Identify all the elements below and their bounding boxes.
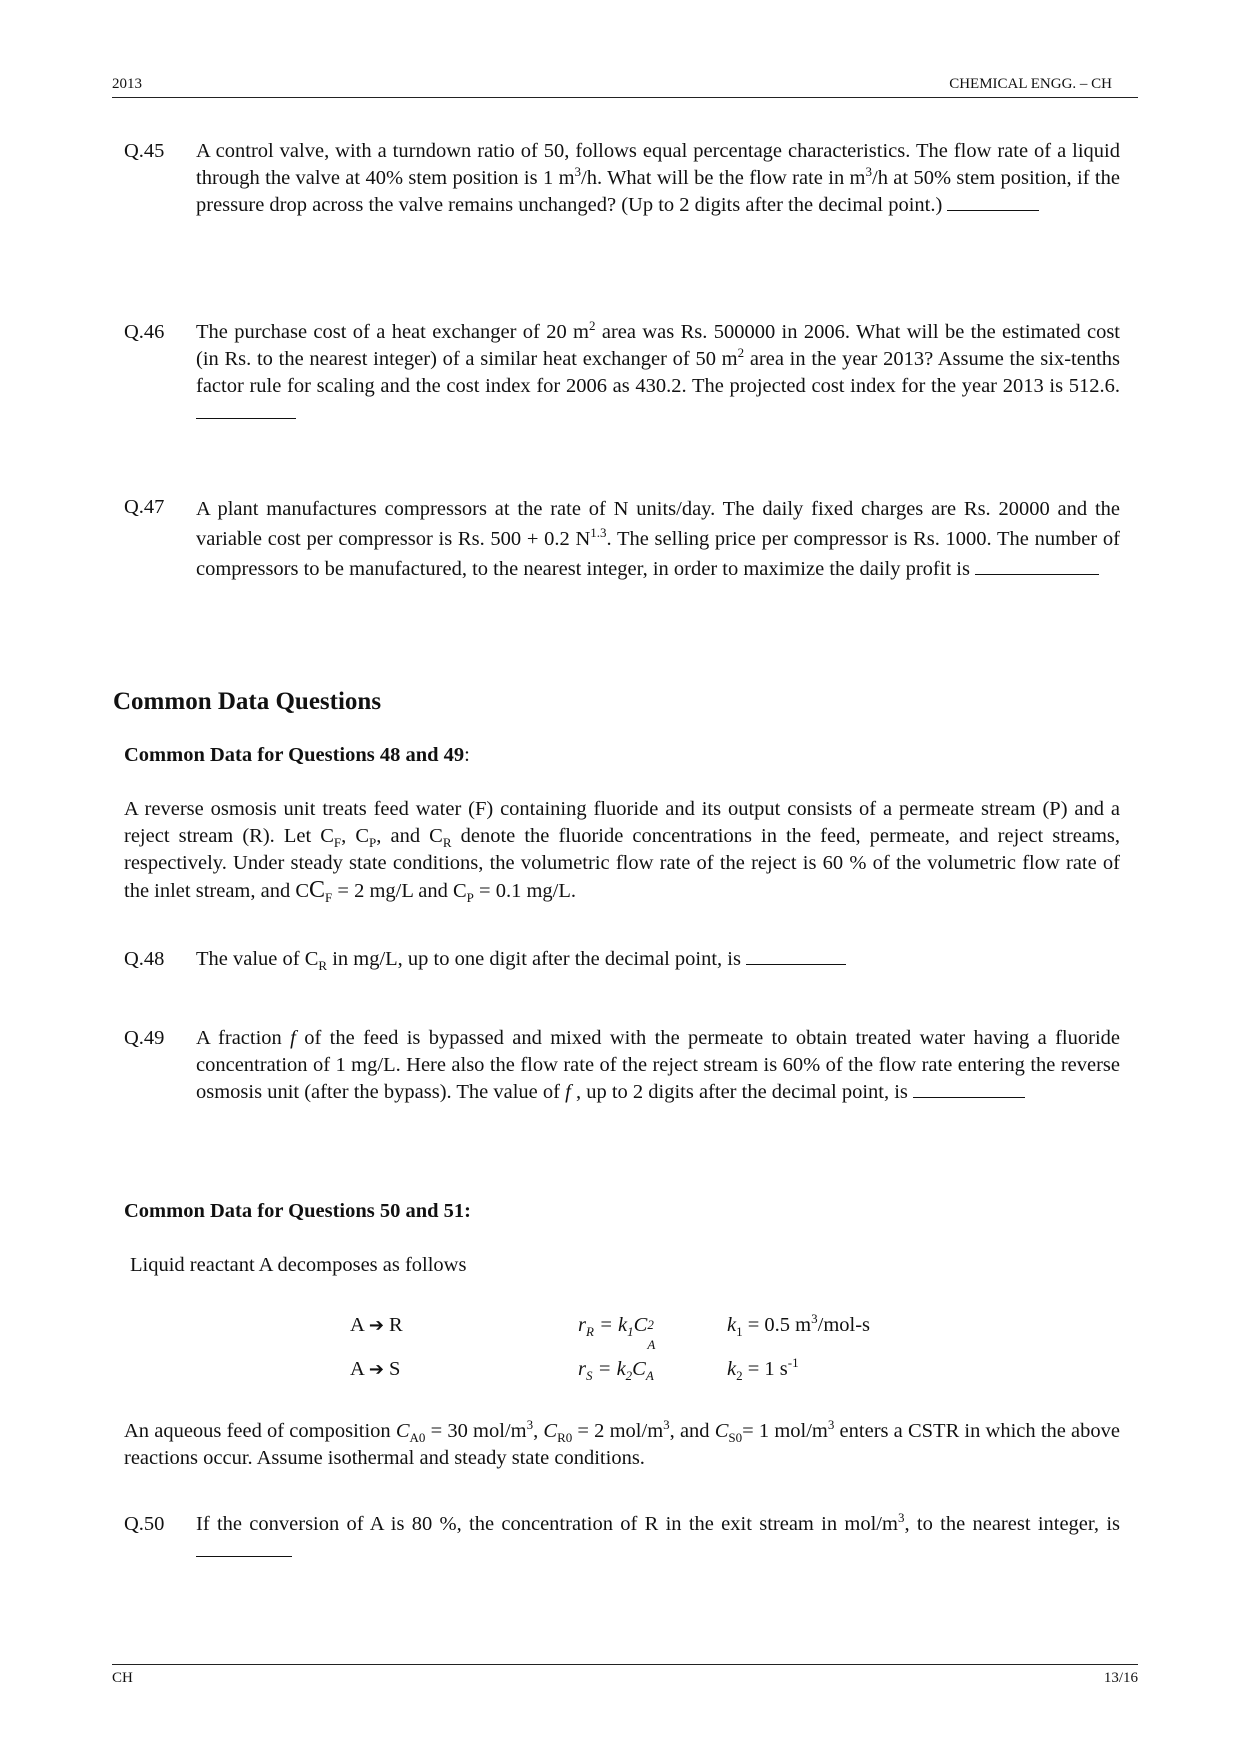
header-rule — [112, 97, 1138, 98]
rate-constant-1: $k_1 = 0.5$ $m^3/mol-s$ — [727, 1311, 871, 1340]
question-number-50: Q.50 — [124, 1513, 165, 1535]
feed-composition-text: An aqueous feed of composition $C_{A0} = 30$ mol/$m^3$, $C_{R0} = 2$ mol/$m^3$, and $C_{S0}= 1$ mol/$m^3$ enters a CSTR in which the above reactions occur. Assume isothermal and steady state conditions. — [124, 1417, 1121, 1469]
rate-law-1: $r_R = k_1C$ 2 A — [578, 1314, 656, 1352]
common-data-intro-50-51: Liquid reactant A decomposes as follows — [130, 1254, 467, 1276]
question-text-46: The purchase cost of a heat exchanger of 20 $m^2$ area was Rs. 500000 in 2006. What will be the estimated cost (in Rs. to the nearest integer) of a similar heat exchanger of 50 $m^2$ area in the year 2013? Assume the six-tenths factor rule for scaling and the cost index for 2006 as 430.2. The projected cost index for the year 2013 is 512.6. — [196, 319, 1120, 427]
question-text-48: The value of $C_R$ in mg/L, up to one digit after the decimal point, is — [196, 946, 1120, 973]
question-number-47: Q.47 — [124, 496, 165, 518]
common-data-heading-50-51: Common Data for Questions 50 and 51: — [124, 1200, 471, 1222]
reaction-2: A ➔ S — [350, 1358, 401, 1380]
section-title: Common Data Questions — [113, 688, 382, 715]
rate-constant-2: $k_2 = 1$ $s^{-1}$ — [727, 1355, 799, 1384]
common-data-text-48-49: A reverse osmosis unit treats feed water (F) containing fluoride and its output consists of a permeate stream (P) and a reject stream (R). Let $C_F$, $C_P$, and $C_R$ denote the fluoride concentrations in the feed, permeate, and reject streams, respectively. Under steady state conditions, the volumetric flow rate of the reject is 60 % of the volumetric flow rate of the inlet stream, and $CC_F = 2$ mg/L and $C_P = 0.1$ mg/L. — [124, 798, 1120, 906]
question-number-49: Q.49 — [124, 1027, 165, 1049]
reaction-1: A ➔ R — [350, 1314, 403, 1336]
footer-page-number: 13/16 — [1103, 1670, 1138, 1686]
question-number-46: Q.46 — [124, 321, 165, 343]
answer-blank-45[interactable] — [947, 192, 1039, 211]
question-text-45: A control valve, with a turndown ratio of 50, follows equal percentage characteristics. The flow rate of a liquid through the valve at 40% stem position is 1 $m^3/h$. What will be the flow rate in $m^3/h$ at 50% stem position, if the pressure drop across the valve remains unchanged? (Up to 2 digits after the decimal point.) — [196, 140, 1120, 216]
question-text-49: A fraction f of the feed is bypassed and mixed with the permeate to obtain treated water having a fluoride concentration of 1 mg/L. Here also the flow rate of the reject stream is 60% of the flow rate entering the reverse osmosis unit (after the bypass). The value of f , up to 2 digits after the decimal point, is — [196, 1027, 1120, 1103]
common-data-heading-48-49: Common Data for Questions 48 and 49: — [124, 744, 470, 766]
footer-rule — [112, 1664, 1138, 1665]
footer-code: CH — [112, 1670, 133, 1686]
answer-blank-47[interactable] — [975, 556, 1099, 575]
answer-blank-50[interactable] — [196, 1538, 292, 1557]
question-number-48: Q.48 — [124, 948, 165, 970]
header-subject: CHEMICAL ENGG. – CH — [949, 76, 1112, 92]
question-text-50: If the conversion of A is 80 %, the concentration of R in the exit stream in mol/$m^3$, to the nearest integer, is — [196, 1511, 1120, 1565]
arrow-right-icon: ➔ — [368, 1359, 384, 1380]
header-year: 2013 — [112, 76, 142, 92]
question-number-45: Q.45 — [124, 140, 165, 162]
question-text-47: A plant manufactures compressors at the rate of N units/day. The daily fixed charges are Rs. 20000 and the variable cost per compressor is Rs. 500 + 0.2 $N^{1.3}$. The selling price per compressor is Rs. 1000. The number of compressors to be manufactured, to the nearest integer, in order to maximize the daily profit is — [196, 498, 1120, 580]
arrow-right-icon: ➔ — [368, 1315, 384, 1336]
answer-blank-48[interactable] — [746, 946, 846, 965]
answer-blank-46[interactable] — [196, 400, 296, 419]
rate-law-2: $r_S = k_2C_A$ — [578, 1358, 654, 1384]
answer-blank-49[interactable] — [913, 1079, 1025, 1098]
